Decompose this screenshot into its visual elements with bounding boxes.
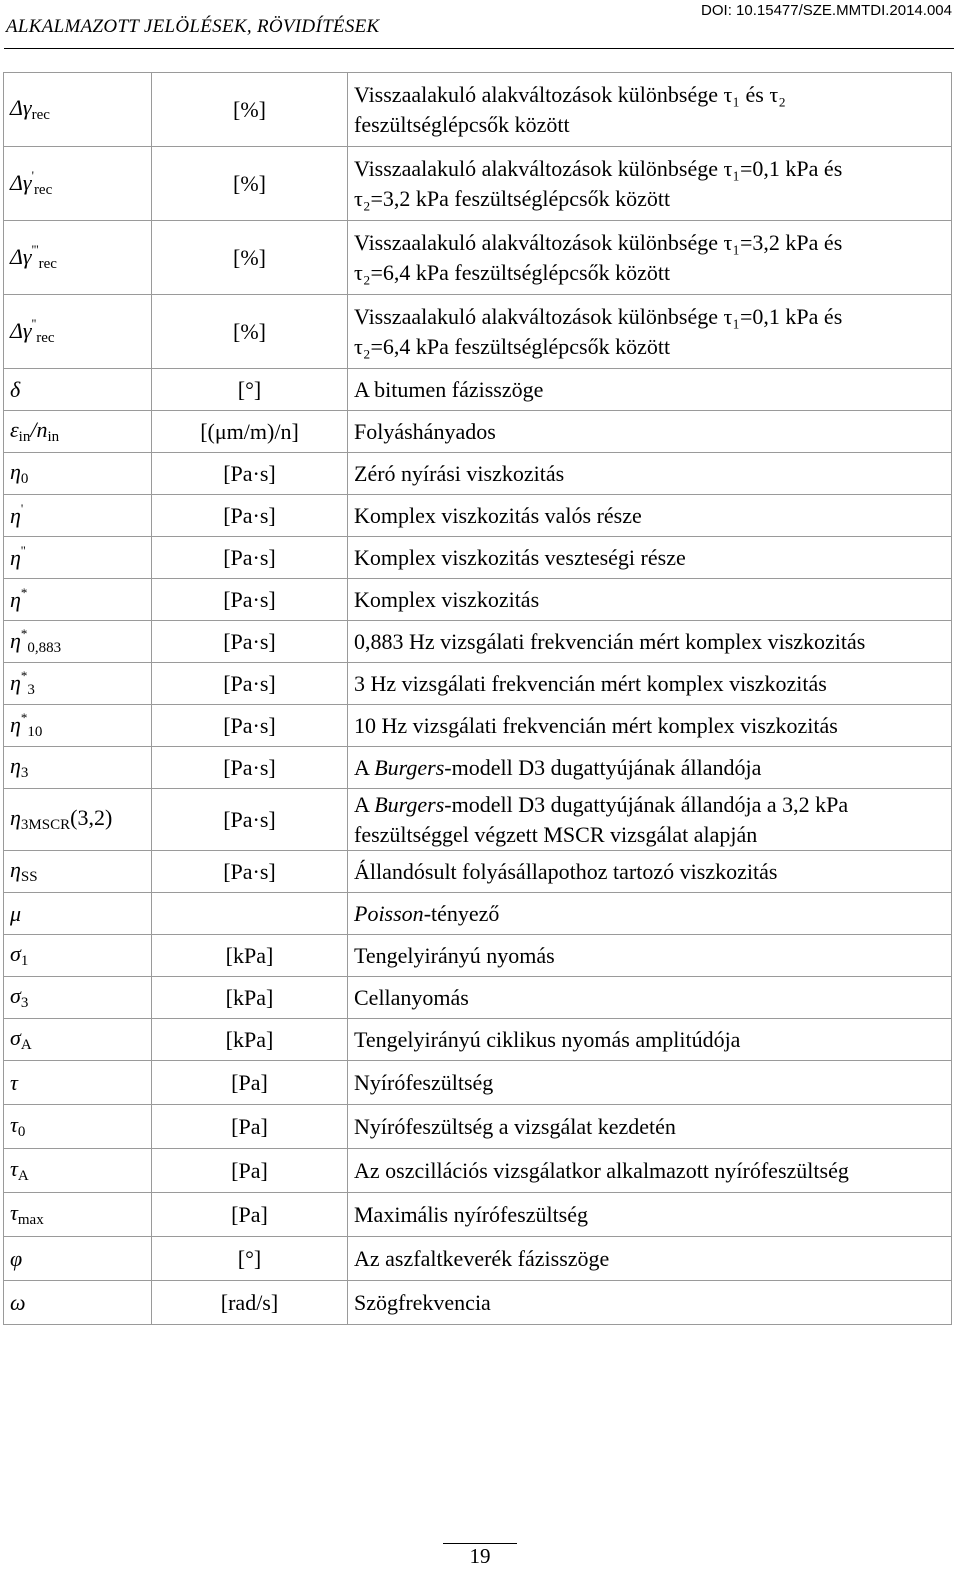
description-cell — [348, 147, 952, 221]
description-cell — [348, 789, 952, 851]
description-text: 3 Hz vizsgálati frekvencián mért komplex viszkozitás — [354, 670, 827, 696]
description-text: Nyírófeszültség a vizsgálat kezdetén — [354, 1113, 676, 1139]
description-cell — [348, 747, 952, 789]
header-rule — [4, 48, 954, 49]
description-cell — [348, 851, 952, 893]
symbol-row — [4, 369, 952, 411]
symbol-row — [4, 537, 952, 579]
page-number: 19 — [469, 1544, 491, 1568]
description-cell — [348, 935, 952, 977]
unit-cell: [(μm/m)/n] — [152, 411, 348, 453]
unit-cell: [rad/s] — [152, 1281, 348, 1325]
unit-cell — [152, 893, 348, 935]
symbol-main: Δγ — [10, 243, 32, 269]
description-cell — [348, 1105, 952, 1149]
description-line-1: Visszaalakuló alakváltozások különbsége τ₁ és τ₂ — [354, 82, 786, 108]
description-line-1: Visszaalakuló alakváltozások különbsége τ₁=0,1 kPa és — [354, 304, 843, 330]
unit-cell: [Pa·s] — [152, 789, 348, 851]
symbol-row — [4, 1149, 952, 1193]
description-text: A — [354, 792, 375, 818]
symbol-cell — [4, 221, 152, 295]
symbol-row — [4, 579, 952, 621]
symbol-main: δ — [10, 376, 21, 402]
symbol-subscript: 3 — [27, 681, 35, 698]
description-cell — [348, 495, 952, 537]
description-text: Zéró nyírási viszkozitás — [354, 460, 565, 486]
description-line-1: Visszaalakuló alakváltozások különbsége τ₁=3,2 kPa és — [354, 230, 843, 256]
description-cell — [348, 663, 952, 705]
description-text: Szögfrekvencia — [354, 1289, 491, 1315]
symbol-row — [4, 1193, 952, 1237]
symbol-main: τ — [10, 1156, 18, 1182]
symbol-subscript: 0 — [17, 1124, 26, 1141]
description-text: 10 Hz vizsgálati frekvencián mért komplex viszkozitás — [354, 712, 838, 738]
description-line — [354, 790, 945, 819]
symbol-subscript: SS — [20, 869, 38, 886]
description-line-2: feszültséggel végzett MSCR vizsgálat alapján — [354, 821, 758, 847]
symbol-cell — [4, 1237, 152, 1281]
unit-cell: [Pa·s] — [152, 705, 348, 747]
description-cell — [348, 1237, 952, 1281]
description-cell — [348, 411, 952, 453]
description-text: Folyáshányados — [354, 418, 496, 444]
symbol-cell — [4, 495, 152, 537]
unit-cell: [Pa·s] — [152, 537, 348, 579]
symbol-cell — [4, 411, 152, 453]
symbol-subscript: 3 — [20, 765, 29, 782]
symbol-main: Δγ — [10, 169, 32, 195]
unit-cell: [°] — [152, 1237, 348, 1281]
description-text: A — [354, 754, 375, 780]
symbol-cell — [4, 893, 152, 935]
symbol-row — [4, 977, 952, 1019]
description-text: Állandósult folyásállapothoz tartozó viszkozitás — [354, 858, 778, 884]
symbol-subscript: rec — [31, 107, 50, 124]
description-text: Cellanyomás — [354, 984, 469, 1010]
symbol-row — [4, 73, 952, 147]
symbol-row — [4, 663, 952, 705]
doi-label: DOI: 10.15477/SZE.MMTDI.2014.004 — [701, 2, 952, 19]
symbol-superscript: * — [20, 585, 28, 601]
symbol-main: τ — [10, 1112, 18, 1138]
description-cell — [348, 1019, 952, 1061]
symbol-subscript: A — [20, 1037, 32, 1054]
description-cell — [348, 73, 952, 147]
symbol-superscript: ' — [31, 167, 34, 183]
symbol-suffix: (3,2) — [70, 805, 113, 831]
description-text: A bitumen fázisszöge — [354, 376, 544, 402]
symbol-cell — [4, 705, 152, 747]
symbol-cell — [4, 851, 152, 893]
symbol-subscript: 1 — [20, 953, 29, 970]
unit-cell: [Pa·s] — [152, 621, 348, 663]
symbol-main: η — [10, 669, 21, 695]
symbol-row — [4, 1019, 952, 1061]
symbol-subscript: 3MSCR — [20, 817, 71, 834]
symbol-superscript: * — [20, 667, 28, 683]
symbol-main: η — [10, 753, 21, 779]
description-line-2: τ₂=6,4 kPa feszültséglépcsők között — [354, 333, 671, 359]
description-text: Komplex viszkozitás veszteségi része — [354, 544, 686, 570]
symbol-subscript-secondary: in — [47, 429, 60, 446]
description-text: -modell D3 dugattyújának állandója — [444, 754, 762, 780]
symbol-row — [4, 147, 952, 221]
symbol-cell — [4, 1193, 152, 1237]
symbol-subscript: rec — [36, 329, 55, 346]
description-line-2: τ₂=6,4 kPa feszültséglépcsők között — [354, 259, 671, 285]
unit-cell: [%] — [152, 147, 348, 221]
symbol-row — [4, 453, 952, 495]
symbol-superscript: * — [20, 625, 28, 641]
symbol-row — [4, 851, 952, 893]
description-text: Komplex viszkozitás — [354, 586, 540, 612]
symbol-row — [4, 1105, 952, 1149]
symbol-main: σ — [10, 1025, 21, 1051]
symbol-cell — [4, 1019, 152, 1061]
symbol-subscript: 10 — [27, 723, 43, 740]
description-line — [354, 753, 945, 782]
description-text: -tényező — [423, 900, 500, 926]
description-cell — [348, 221, 952, 295]
symbol-row — [4, 621, 952, 663]
description-text: Az aszfaltkeverék fázisszöge — [354, 1245, 610, 1271]
description-italic-name: Burgers — [374, 754, 445, 780]
unit-cell: [Pa·s] — [152, 747, 348, 789]
symbol-main: η — [10, 459, 21, 485]
symbol-main: σ — [10, 983, 21, 1009]
symbol-main: Δγ — [10, 95, 32, 121]
description-cell — [348, 295, 952, 369]
symbol-cell — [4, 73, 152, 147]
unit-cell: [%] — [152, 221, 348, 295]
symbol-main: η — [10, 503, 21, 529]
unit-cell: [°] — [152, 369, 348, 411]
symbol-cell — [4, 147, 152, 221]
symbol-row — [4, 893, 952, 935]
description-cell — [348, 1281, 952, 1325]
unit-cell: [%] — [152, 295, 348, 369]
symbol-cell — [4, 663, 152, 705]
symbol-cell — [4, 579, 152, 621]
description-cell — [348, 537, 952, 579]
description-text: -modell D3 dugattyújának állandója a 3,2 kPa — [444, 792, 849, 818]
description-line-2: τ₂=3,2 kPa feszültséglépcsők között — [354, 185, 671, 211]
description-text: Az oszcillációs vizsgálatkor alkalmazott nyírófeszültség — [354, 1157, 849, 1183]
unit-cell: [Pa·s] — [152, 851, 348, 893]
description-text: Tengelyirányú ciklikus nyomás amplitúdója — [354, 1026, 741, 1052]
unit-cell: [Pa·s] — [152, 663, 348, 705]
symbol-superscript: '' — [20, 543, 26, 559]
description-text: 0,883 Hz vizsgálati frekvencián mért komplex viszkozitás — [354, 628, 866, 654]
symbol-superscript: * — [20, 709, 28, 725]
symbol-main: ε — [10, 417, 19, 443]
symbol-main: η — [10, 545, 21, 571]
symbol-cell — [4, 295, 152, 369]
symbol-row — [4, 747, 952, 789]
unit-cell: [Pa·s] — [152, 453, 348, 495]
description-line — [354, 899, 945, 928]
description-cell — [348, 579, 952, 621]
description-text: Komplex viszkozitás valós része — [354, 502, 642, 528]
description-cell — [348, 453, 952, 495]
unit-cell: [kPa] — [152, 935, 348, 977]
symbol-subscript: in — [18, 429, 31, 446]
description-cell — [348, 1193, 952, 1237]
description-cell — [348, 977, 952, 1019]
symbols-table — [3, 72, 952, 1325]
symbol-row — [4, 1281, 952, 1325]
symbol-subscript: 0 — [20, 471, 29, 488]
symbol-main: ω — [10, 1289, 26, 1315]
symbol-cell — [4, 369, 152, 411]
description-text: Nyírófeszültség — [354, 1069, 494, 1095]
description-cell — [348, 705, 952, 747]
symbol-row — [4, 1061, 952, 1105]
symbol-row — [4, 221, 952, 295]
symbol-superscript: '' — [31, 315, 37, 331]
symbol-main: φ — [10, 1245, 23, 1271]
symbol-cell — [4, 977, 152, 1019]
description-cell — [348, 369, 952, 411]
symbol-subscript: A — [17, 1168, 29, 1185]
symbol-main: η — [10, 805, 21, 831]
symbol-main: η — [10, 587, 21, 613]
symbol-main: μ — [10, 900, 22, 926]
unit-cell: [Pa] — [152, 1193, 348, 1237]
symbol-main: η — [10, 627, 21, 653]
symbol-main: σ — [10, 941, 21, 967]
description-cell — [348, 621, 952, 663]
symbol-cell — [4, 1281, 152, 1325]
description-cell — [348, 1061, 952, 1105]
description-text: Maximális nyírófeszültség — [354, 1201, 589, 1227]
symbol-main: τ — [10, 1069, 18, 1095]
symbol-cell — [4, 1061, 152, 1105]
section-title: ALKALMAZOTT JELÖLÉSEK, RÖVIDÍTÉSEK — [6, 16, 380, 37]
symbol-cell — [4, 1149, 152, 1193]
symbol-main: τ — [10, 1200, 18, 1226]
symbol-row — [4, 295, 952, 369]
unit-cell: [Pa] — [152, 1061, 348, 1105]
symbol-cell — [4, 789, 152, 851]
description-italic-name: Burgers — [374, 792, 445, 818]
symbol-subscript: 3 — [20, 995, 29, 1012]
symbol-main: η — [10, 711, 21, 737]
symbol-superscript: ''' — [31, 241, 39, 257]
symbol-row — [4, 935, 952, 977]
symbol-main: Δγ — [10, 317, 32, 343]
symbol-subscript: rec — [33, 181, 53, 198]
description-line-1: Visszaalakuló alakváltozások különbsége τ₁=0,1 kPa és — [354, 156, 843, 182]
symbol-cell — [4, 537, 152, 579]
symbol-cell — [4, 621, 152, 663]
description-cell — [348, 1149, 952, 1193]
symbol-row — [4, 495, 952, 537]
symbol-subscript: max — [17, 1212, 44, 1229]
symbol-superscript: ' — [20, 501, 24, 517]
symbol-cell — [4, 747, 152, 789]
symbol-main-secondary: /n — [30, 417, 48, 443]
symbol-cell — [4, 1105, 152, 1149]
description-cell — [348, 893, 952, 935]
symbol-row — [4, 411, 952, 453]
symbol-main: η — [10, 857, 21, 883]
symbol-cell — [4, 935, 152, 977]
description-line-2: feszültséglépcsők között — [354, 111, 570, 137]
symbol-row — [4, 1237, 952, 1281]
description-italic-name: Poisson — [354, 900, 424, 926]
unit-cell: [Pa] — [152, 1149, 348, 1193]
unit-cell: [kPa] — [152, 1019, 348, 1061]
unit-cell: [kPa] — [152, 977, 348, 1019]
symbol-row — [4, 789, 952, 851]
symbol-subscript: rec — [38, 255, 57, 272]
unit-cell: [Pa] — [152, 1105, 348, 1149]
symbol-subscript: 0,883 — [27, 639, 62, 656]
symbol-cell — [4, 453, 152, 495]
symbol-row — [4, 705, 952, 747]
description-text: Tengelyirányú nyomás — [354, 942, 555, 968]
unit-cell: [%] — [152, 73, 348, 147]
unit-cell: [Pa·s] — [152, 579, 348, 621]
unit-cell: [Pa·s] — [152, 495, 348, 537]
